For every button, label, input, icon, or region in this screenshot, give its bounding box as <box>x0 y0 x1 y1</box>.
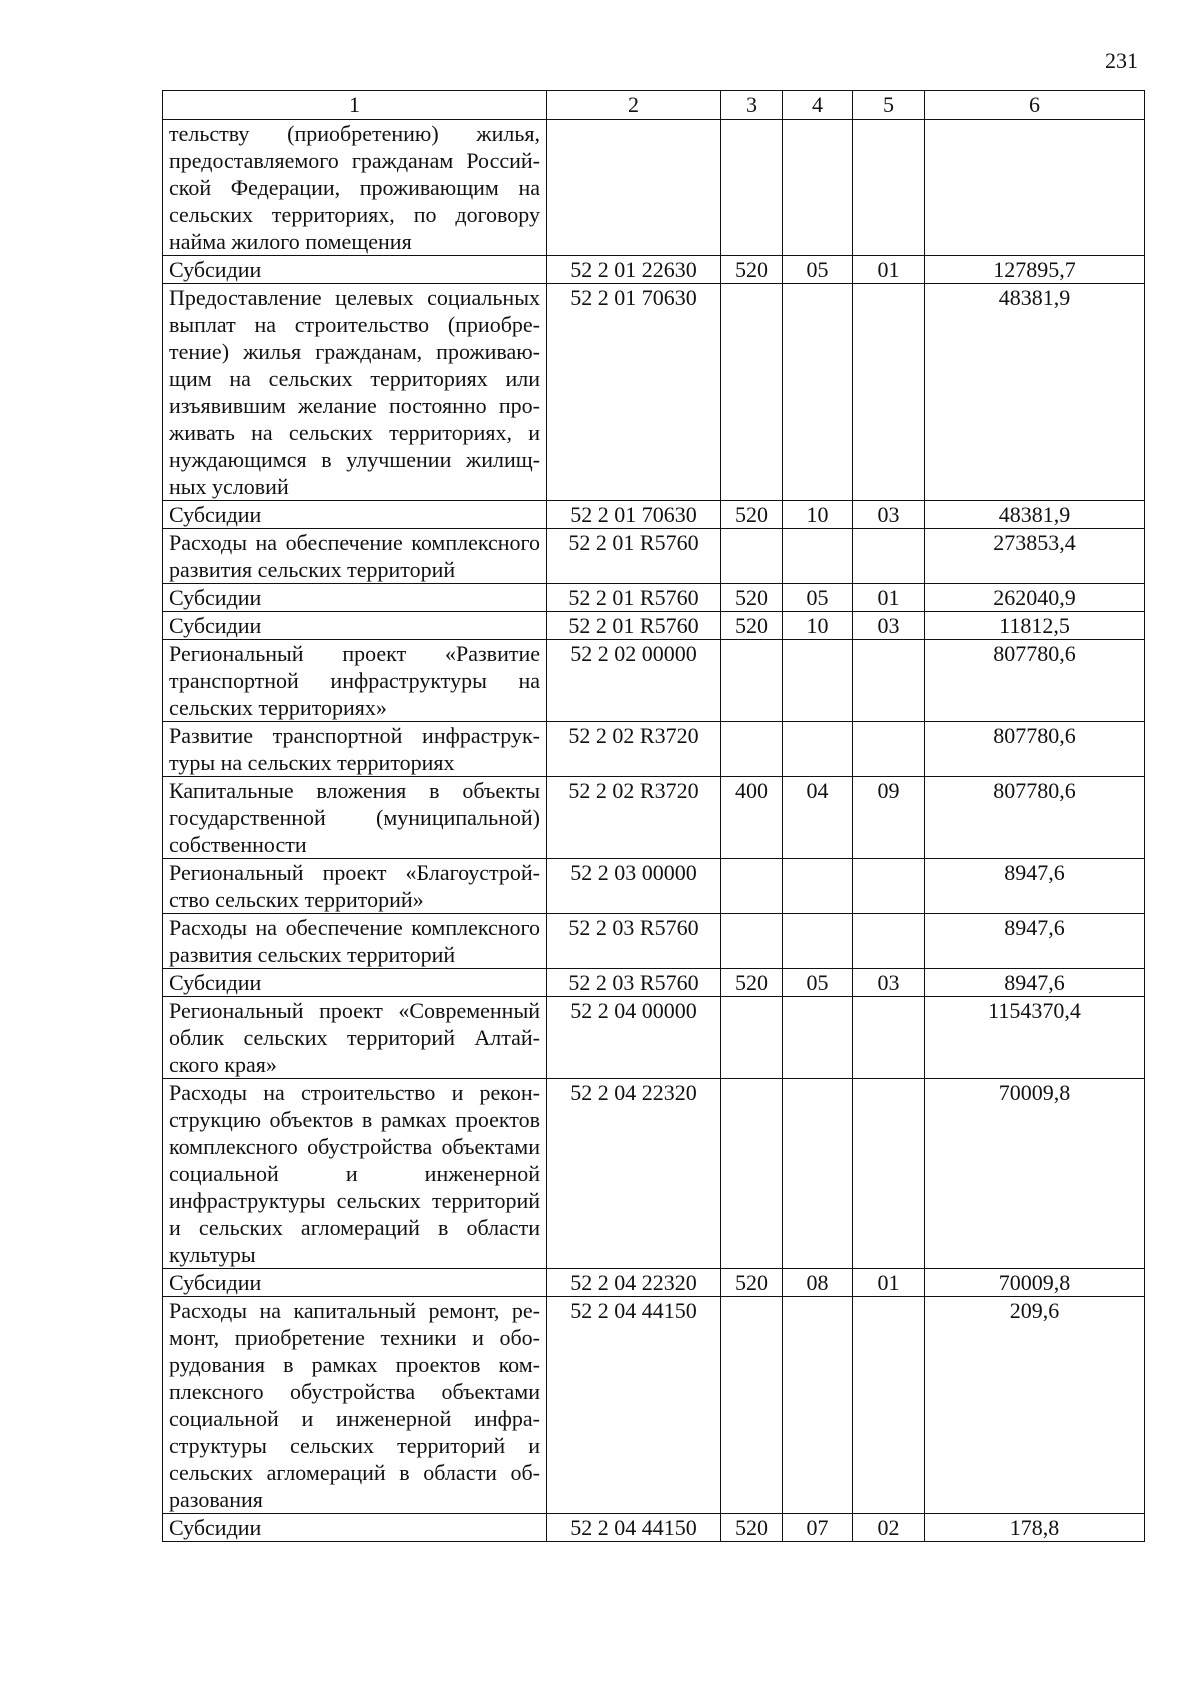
row-rz-cell <box>783 997 853 1079</box>
row-vr-cell <box>721 997 783 1079</box>
row-vr-cell <box>721 1079 783 1269</box>
column-header: 3 <box>721 91 783 120</box>
row-vr-cell <box>721 640 783 722</box>
row-rz-cell: 05 <box>783 969 853 997</box>
table-row <box>163 859 1145 914</box>
row-name-cell: Субсидии <box>163 1269 547 1297</box>
row-rz-cell <box>783 640 853 722</box>
table-row <box>163 997 1145 1079</box>
row-sum-cell: 273853,4 <box>925 529 1145 584</box>
page-number: 231 <box>1105 48 1138 73</box>
row-code-cell: 52 2 04 22320 <box>547 1269 721 1297</box>
row-vr-cell: 520 <box>721 612 783 640</box>
row-code-cell <box>547 120 721 256</box>
table-row <box>163 777 1145 859</box>
row-pr-cell: 01 <box>853 584 925 612</box>
row-name-cell: Субсидии <box>163 584 547 612</box>
row-sum-cell: 48381,9 <box>925 501 1145 529</box>
row-pr-cell: 09 <box>853 777 925 859</box>
row-rz-cell: 05 <box>783 256 853 284</box>
row-name-cell: Капитальные вложения в объекты государственной (муниципальной) собственности <box>163 777 547 859</box>
row-rz-cell <box>783 120 853 256</box>
row-pr-cell: 02 <box>853 1514 925 1542</box>
row-vr-cell <box>721 1297 783 1514</box>
row-rz-cell <box>783 914 853 969</box>
row-sum-cell: 8947,6 <box>925 859 1145 914</box>
row-sum-cell: 209,6 <box>925 1297 1145 1514</box>
row-sum-cell: 1154370,4 <box>925 997 1145 1079</box>
row-rz-cell: 05 <box>783 584 853 612</box>
row-vr-cell <box>721 914 783 969</box>
row-code-cell: 52 2 04 22320 <box>547 1079 721 1269</box>
table-row <box>163 529 1145 584</box>
row-vr-cell: 520 <box>721 584 783 612</box>
row-rz-cell <box>783 284 853 501</box>
table-row <box>163 584 1145 612</box>
row-sum-cell: 70009,8 <box>925 1079 1145 1269</box>
row-pr-cell <box>853 1297 925 1514</box>
row-rz-cell <box>783 529 853 584</box>
row-vr-cell: 400 <box>721 777 783 859</box>
row-name-cell: Субсидии <box>163 501 547 529</box>
row-rz-cell: 10 <box>783 501 853 529</box>
row-rz-cell: 10 <box>783 612 853 640</box>
column-header: 4 <box>783 91 853 120</box>
row-vr-cell: 520 <box>721 969 783 997</box>
row-code-cell: 52 2 03 R5760 <box>547 914 721 969</box>
row-name-cell: Расходы на обеспечение комплексного развития сельских территорий <box>163 529 547 584</box>
row-sum-cell: 127895,7 <box>925 256 1145 284</box>
row-sum-cell: 48381,9 <box>925 284 1145 501</box>
row-pr-cell <box>853 997 925 1079</box>
row-pr-cell <box>853 1079 925 1269</box>
table-row <box>163 284 1145 501</box>
row-name-cell: Расходы на строительство и реконструкцию объектов в рамках проектов комплексного обустройства объектами социальной и инженерной инфраструктуры сельских территорий и сельских агломераций в области культуры <box>163 1079 547 1269</box>
row-vr-cell <box>721 120 783 256</box>
row-sum-cell: 807780,6 <box>925 640 1145 722</box>
row-name-cell: Региональный проект «Развитие транспортной инфраструктуры на сельских территориях» <box>163 640 547 722</box>
table-row <box>163 120 1145 256</box>
row-code-cell: 52 2 01 R5760 <box>547 584 721 612</box>
row-code-cell: 52 2 01 R5760 <box>547 612 721 640</box>
row-name-cell: Субсидии <box>163 612 547 640</box>
row-name-cell: Развитие транспортной инфраструктуры на сельских территориях <box>163 722 547 777</box>
row-code-cell: 52 2 04 44150 <box>547 1297 721 1514</box>
row-sum-cell: 8947,6 <box>925 969 1145 997</box>
row-code-cell: 52 2 02 R3720 <box>547 722 721 777</box>
row-code-cell: 52 2 01 70630 <box>547 501 721 529</box>
row-pr-cell: 01 <box>853 1269 925 1297</box>
row-sum-cell: 8947,6 <box>925 914 1145 969</box>
row-rz-cell <box>783 859 853 914</box>
row-pr-cell <box>853 284 925 501</box>
column-header: 5 <box>853 91 925 120</box>
row-name-cell: Региональный проект «Современный облик сельских территорий Алтайского края» <box>163 997 547 1079</box>
row-pr-cell <box>853 914 925 969</box>
row-pr-cell <box>853 120 925 256</box>
column-header: 6 <box>925 91 1145 120</box>
table-row <box>163 969 1145 997</box>
row-sum-cell: 70009,8 <box>925 1269 1145 1297</box>
row-rz-cell <box>783 1079 853 1269</box>
row-pr-cell: 03 <box>853 612 925 640</box>
table-row <box>163 1079 1145 1269</box>
row-vr-cell: 520 <box>721 501 783 529</box>
row-vr-cell <box>721 722 783 777</box>
row-code-cell: 52 2 02 00000 <box>547 640 721 722</box>
row-rz-cell: 07 <box>783 1514 853 1542</box>
row-vr-cell: 520 <box>721 256 783 284</box>
table-row <box>163 1514 1145 1542</box>
row-sum-cell: 807780,6 <box>925 722 1145 777</box>
row-sum-cell: 178,8 <box>925 1514 1145 1542</box>
row-name-cell: тельству (приобретению) жилья, предоставляемого гражданам Российской Федерации, проживающим на сельских территориях, по договору найма жилого помещения <box>163 120 547 256</box>
column-header: 2 <box>547 91 721 120</box>
table-row <box>163 612 1145 640</box>
row-code-cell: 52 2 03 R5760 <box>547 969 721 997</box>
row-code-cell: 52 2 02 R3720 <box>547 777 721 859</box>
table-header-row <box>163 91 1145 120</box>
row-pr-cell <box>853 722 925 777</box>
table-row <box>163 501 1145 529</box>
row-pr-cell <box>853 859 925 914</box>
row-vr-cell <box>721 529 783 584</box>
row-code-cell: 52 2 04 44150 <box>547 1514 721 1542</box>
row-name-cell: Субсидии <box>163 256 547 284</box>
row-pr-cell: 03 <box>853 501 925 529</box>
row-vr-cell <box>721 284 783 501</box>
row-vr-cell: 520 <box>721 1269 783 1297</box>
row-rz-cell <box>783 722 853 777</box>
table-row <box>163 722 1145 777</box>
row-sum-cell: 262040,9 <box>925 584 1145 612</box>
row-sum-cell: 807780,6 <box>925 777 1145 859</box>
table-row <box>163 914 1145 969</box>
row-pr-cell: 01 <box>853 256 925 284</box>
row-pr-cell <box>853 640 925 722</box>
row-name-cell: Субсидии <box>163 969 547 997</box>
row-rz-cell: 04 <box>783 777 853 859</box>
row-sum-cell <box>925 120 1145 256</box>
row-code-cell: 52 2 03 00000 <box>547 859 721 914</box>
table-row <box>163 1269 1145 1297</box>
row-rz-cell: 08 <box>783 1269 853 1297</box>
row-name-cell: Предоставление целевых социальных выплат на строительство (приобретение) жилья гражданам, проживающим на сельских территориях или изъявившим желание постоянно проживать на сельских территориях, и нуждающимся в улучшении жилищных условий <box>163 284 547 501</box>
row-vr-cell <box>721 859 783 914</box>
row-pr-cell: 03 <box>853 969 925 997</box>
row-name-cell: Расходы на капитальный ремонт, ремонт, приобретение техники и оборудования в рамках проектов комплексного обустройства объектами социальной и инженерной инфраструктуры сельских территорий и сельских агломераций в области образования <box>163 1297 547 1514</box>
table-row <box>163 1297 1145 1514</box>
row-vr-cell: 520 <box>721 1514 783 1542</box>
row-sum-cell: 11812,5 <box>925 612 1145 640</box>
row-name-cell: Региональный проект «Благоустройство сельских территорий» <box>163 859 547 914</box>
row-code-cell: 52 2 01 70630 <box>547 284 721 501</box>
column-header: 1 <box>163 91 547 120</box>
row-name-cell: Субсидии <box>163 1514 547 1542</box>
row-code-cell: 52 2 01 22630 <box>547 256 721 284</box>
row-code-cell: 52 2 04 00000 <box>547 997 721 1079</box>
row-pr-cell <box>853 529 925 584</box>
budget-table <box>162 90 1145 1542</box>
row-name-cell: Расходы на обеспечение комплексного развития сельских территорий <box>163 914 547 969</box>
row-rz-cell <box>783 1297 853 1514</box>
table-row <box>163 640 1145 722</box>
row-code-cell: 52 2 01 R5760 <box>547 529 721 584</box>
table-row <box>163 256 1145 284</box>
